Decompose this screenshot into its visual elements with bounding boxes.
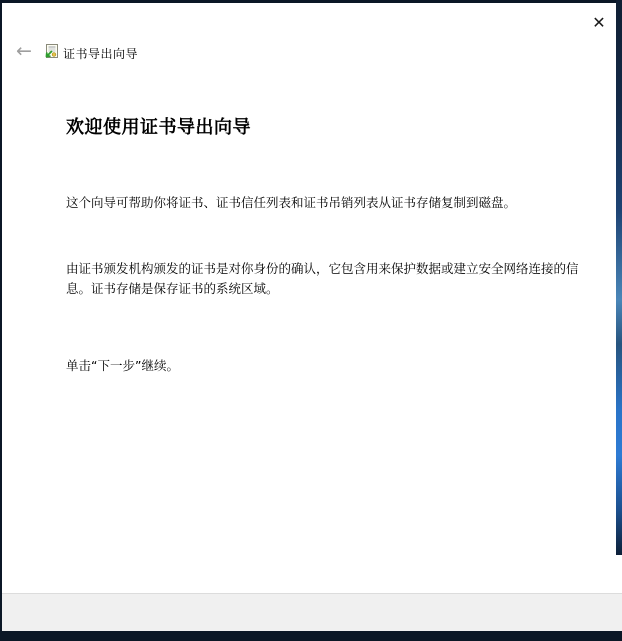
page-title: 欢迎使用证书导出向导 xyxy=(66,117,251,138)
next-hint-paragraph: 单击“下一步”继续。 xyxy=(66,358,179,373)
back-arrow-icon: ← xyxy=(16,40,32,62)
back-button[interactable] xyxy=(12,41,36,63)
certificate-export-wizard-dialog xyxy=(2,3,622,631)
close-button[interactable] xyxy=(588,12,610,34)
description-paragraph: 由证书颁发机构颁发的证书是对你身份的确认，它包含用来保护数据或建立安全网络连接的信息。证书存储是保存证书的系统区域。 xyxy=(66,261,579,296)
certificate-export-icon xyxy=(42,43,59,60)
close-icon: ✕ xyxy=(592,13,606,32)
wizard-title: 证书导出向导 xyxy=(63,47,139,61)
intro-paragraph: 这个向导可帮助你将证书、证书信任列表和证书吊销列表从证书存储复制到磁盘。 xyxy=(66,195,517,210)
wizard-titlebar xyxy=(2,3,622,73)
wizard-content-area xyxy=(2,3,622,593)
desktop-wallpaper-sliver xyxy=(616,0,622,555)
wizard-footer-bar xyxy=(2,593,622,631)
